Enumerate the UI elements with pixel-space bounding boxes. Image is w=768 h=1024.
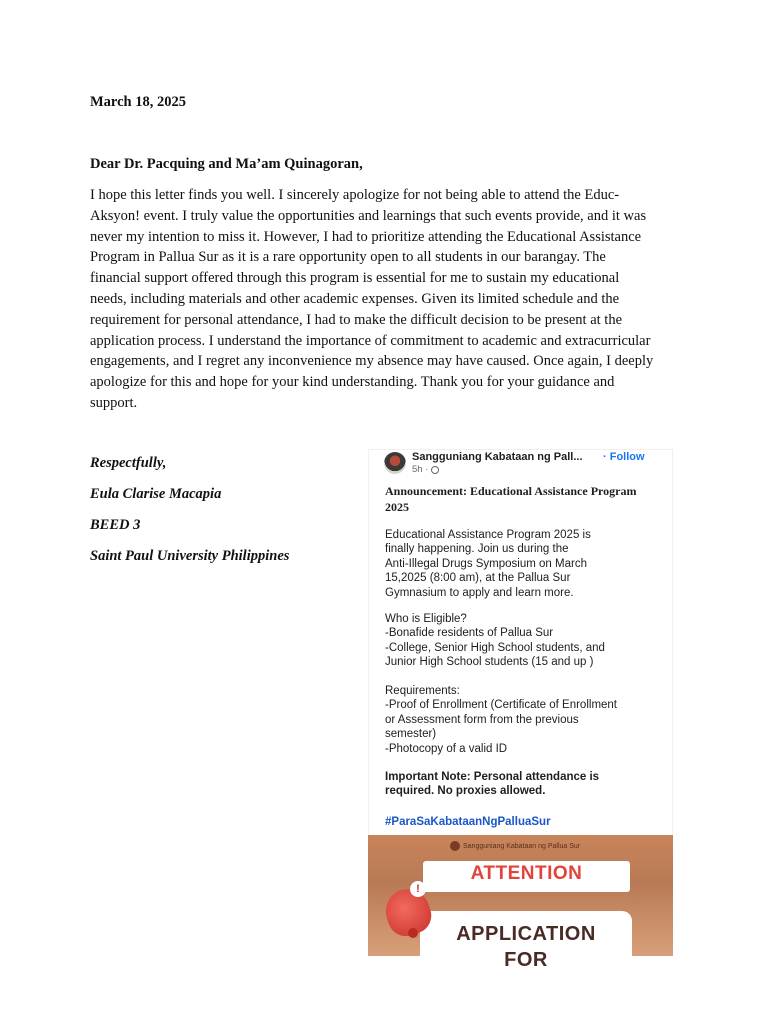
bell-clapper-icon [408, 928, 418, 938]
globe-icon [431, 466, 439, 474]
post-requirements: Requirements: -Proof of Enrollment (Certificate of Enrollment or Assessment form from the previous semester) -Photocopy of a valid ID [385, 685, 618, 755]
post-eligibility: Who is Eligible? -Bonafide residents of Pallua Sur -College, Senior High School students, and Junior High School students (15 and up ) [385, 613, 605, 669]
application-banner [420, 911, 632, 971]
post-header [368, 449, 673, 481]
letter-greeting: Dear Dr. Pacquing and Ma’am Quinagoran, [90, 156, 363, 172]
body-line: support. [90, 394, 138, 411]
body-line: requirement for personal attendance, I had to make the difficult decision to be present at the [90, 311, 623, 328]
post-title: Announcement: Educational Assistance Program 2025 [385, 484, 637, 514]
signature-school: Saint Paul University Philippines [90, 548, 290, 564]
signature-course: BEED 3 [90, 517, 141, 533]
seal-icon [450, 841, 460, 851]
post-important-note: Important Note: Personal attendance is required. No proxies allowed. [385, 771, 600, 798]
post-meta [412, 464, 439, 475]
facebook-post-screenshot [368, 449, 673, 971]
bell-exclamation-icon: ! [410, 881, 426, 897]
attention-banner [423, 861, 630, 892]
body-line: apologize for this and hope for your kind understanding. Thank you for your guidance and [90, 374, 615, 391]
body-line: engagements, and I regret any inconvenience my absence may have caused. Once again, I deeply [90, 353, 654, 370]
letter-body [90, 185, 680, 414]
post-announcement: Educational Assistance Program 2025 is finally happening. Join us during the Anti-Illegal Drugs Symposium on March 15,2025 (8:00 am), at the Pallua Sur Gymnasium to apply and learn more. [385, 529, 591, 599]
post-hashtag: #ParaSaKabataanNgPalluaSur [385, 816, 551, 828]
graphic-brand [450, 841, 580, 851]
body-line: needs, including materials and other academic expenses. Given its limited schedule and the [90, 290, 620, 307]
letter-date: March 18, 2025 [90, 94, 186, 110]
follow-link: · Follow [603, 451, 645, 463]
signature-closing: Respectfully, [90, 455, 167, 471]
body-line: Program in Pallua Sur as it is a rare opportunity open to all students in our barangay. The [90, 249, 606, 266]
body-line: I hope this letter finds you well. I sincerely apologize for not being able to attend the Educ- [90, 187, 620, 203]
body-line: never my intention to miss it. However, I had to prioritize attending the Educational Assistance [90, 228, 642, 245]
signature-name: Eula Clarise Macapia [90, 486, 222, 502]
body-line: financial support offered through this program is essential for me to sustain my educational [90, 270, 620, 287]
post-graphic [368, 835, 673, 971]
attention-text: ATTENTION [470, 863, 583, 884]
application-text: APPLICATION FOR [456, 923, 596, 971]
body-line: Aksyon! event. I truly value the opportunities and learnings that such events provide, and it was [90, 207, 647, 224]
page-name: Sangguniang Kabataan ng Pall... [412, 451, 583, 463]
body-line: application process. I understand the importance of commitment to academic and extracurricular [90, 332, 651, 349]
page-avatar [384, 452, 406, 474]
post-time: 5h · [412, 464, 429, 475]
graphic-brand-text: Sangguniang Kabataan ng Pallua Sur [463, 842, 581, 850]
